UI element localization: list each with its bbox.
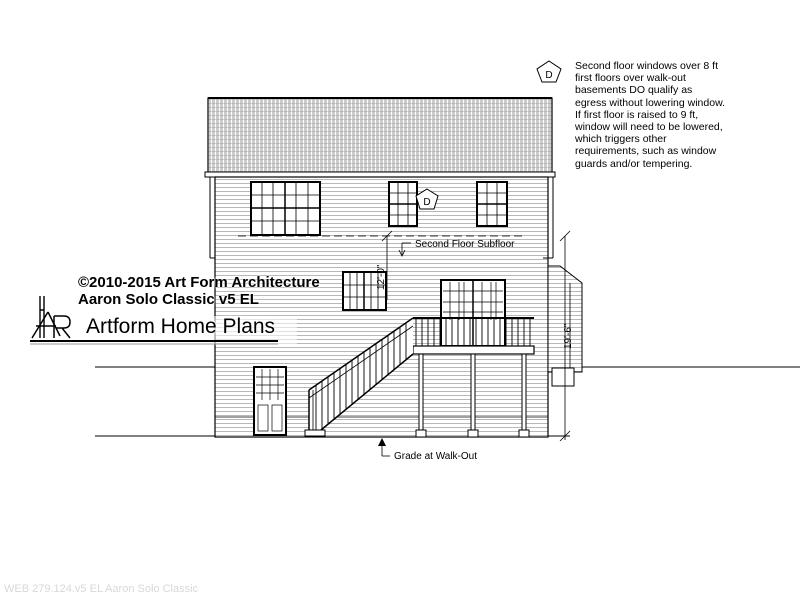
window-upper-left xyxy=(251,182,320,235)
note-line: Second floor windows over 8 ft xyxy=(575,60,718,72)
note-line: requirements, such as window xyxy=(575,145,717,158)
plan-name-text: Aaron Solo Classic v5 EL xyxy=(78,291,259,308)
note-marker-label: D xyxy=(545,70,553,81)
window-upper-center xyxy=(389,182,417,226)
dimension-total-label: 19'-6" xyxy=(563,323,574,349)
note-line: basements DO qualify as xyxy=(575,84,693,97)
note-line: egress without lowering window. xyxy=(575,96,725,109)
note-line: guards and/or tempering. xyxy=(575,157,693,170)
grade-annotation xyxy=(378,438,477,462)
window-tag-label: D xyxy=(423,197,431,208)
note-line: If first floor is raised to 9 ft, xyxy=(575,108,699,121)
note-marker xyxy=(537,61,561,82)
subfloor-label: Second Floor Subfloor xyxy=(415,239,515,250)
dimension-total xyxy=(560,231,574,441)
copyright-text: ©2010-2015 Art Form Architecture xyxy=(78,274,320,291)
brand-text: Artform Home Plans xyxy=(86,315,276,338)
note-line: first floors over walk-out xyxy=(575,72,686,85)
roof xyxy=(205,98,555,177)
dimension-upper-label: 12'-0" xyxy=(376,264,387,290)
patio-doors xyxy=(441,280,505,346)
grade-label: Grade at Walk-Out xyxy=(394,451,477,462)
basement-door xyxy=(254,367,286,435)
note-line: window will need to be lowered, xyxy=(575,121,723,134)
egress-note xyxy=(575,60,755,170)
note-line: which triggers other xyxy=(575,133,667,146)
window-upper-right xyxy=(477,182,507,226)
footer-text: WEB 279.124.v5 EL Aaron Solo Classic xyxy=(4,583,199,595)
